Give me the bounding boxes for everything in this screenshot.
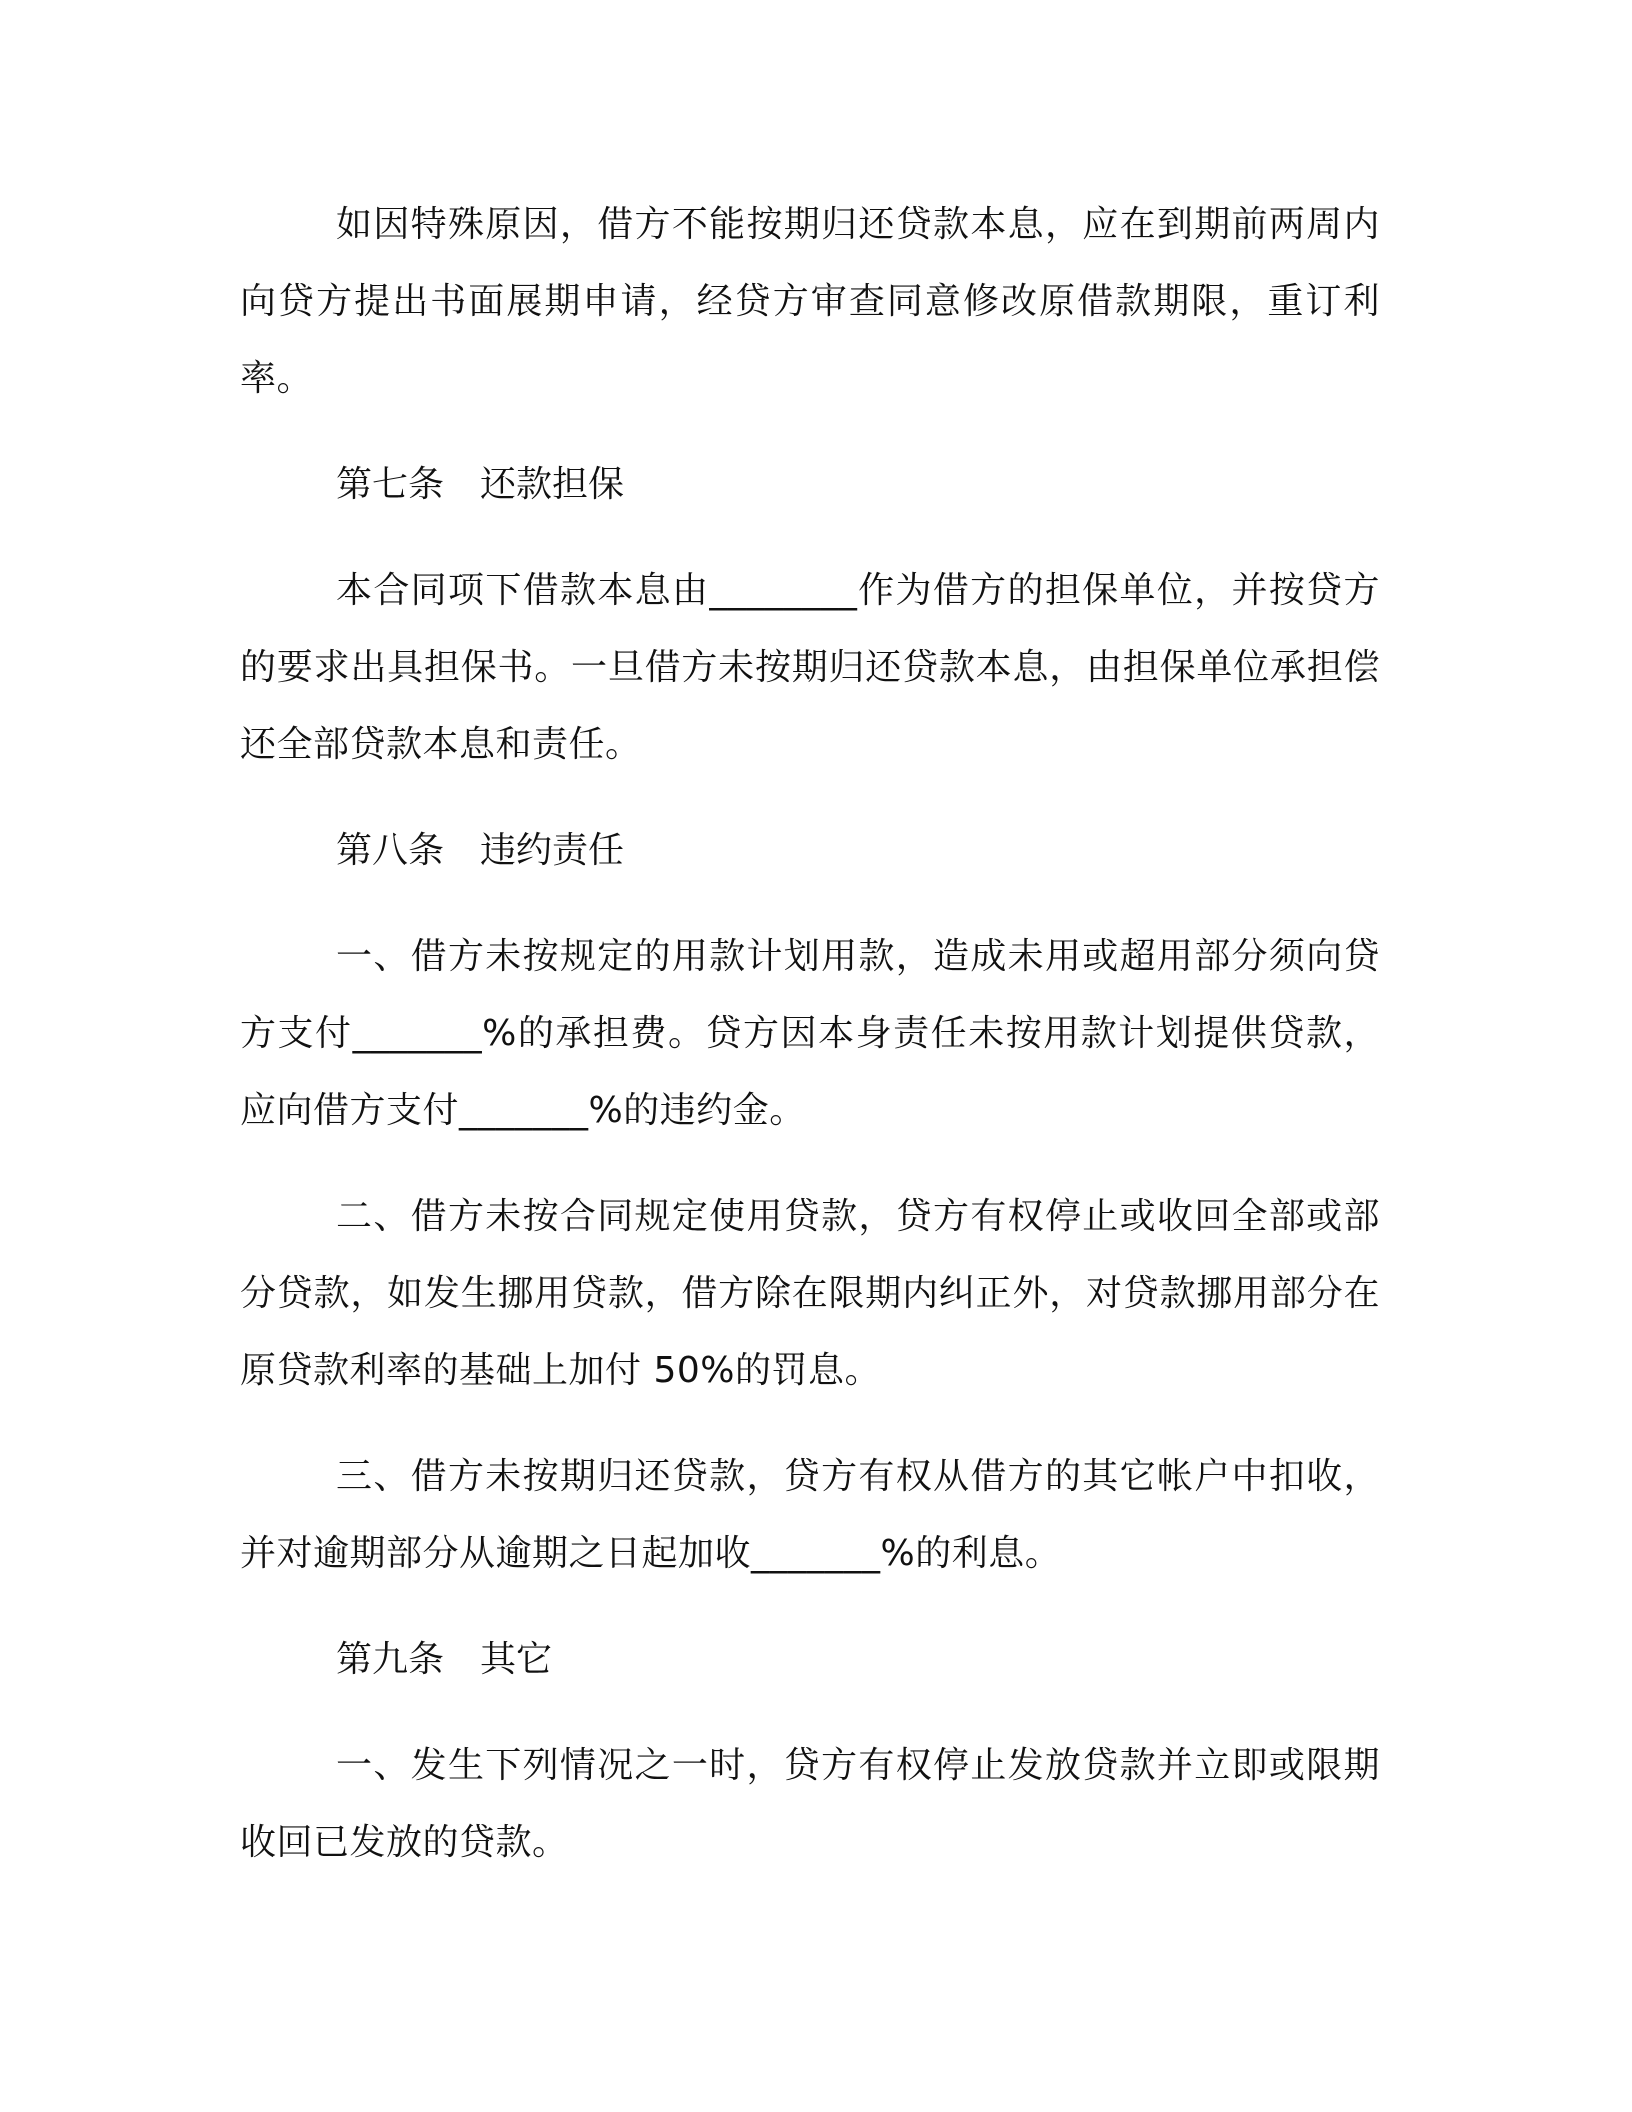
heading-article-9: 第九条 其它 bbox=[336, 1639, 553, 1680]
paragraph-breach-3: 三、借方未按期归还贷款，贷方有权从借方的其它帐户中扣收，并对逾期部分从逾期之日起加收_______%的利息。 bbox=[240, 1456, 1380, 1574]
heading-article-7: 第七条 还款担保 bbox=[336, 464, 625, 505]
heading-article-8: 第八条 违约责任 bbox=[336, 830, 625, 871]
paragraph-guarantee: 本合同项下借款本息由________作为借方的担保单位，并按贷方的要求出具担保书。一旦借方未按期归还贷款本息，由担保单位承担偿还全部贷款本息和责任。 bbox=[240, 570, 1380, 765]
paragraph-other-1: 一、发生下列情况之一时，贷方有权停止发放贷款并立即或限期收回已发放的贷款。 bbox=[240, 1745, 1380, 1863]
paragraph-extension-request: 如因特殊原因，借方不能按期归还贷款本息，应在到期前两周内向贷方提出书面展期申请，经贷方审查同意修改原借款期限，重订利率。 bbox=[240, 204, 1380, 399]
paragraph-breach-2: 二、借方未按合同规定使用贷款，贷方有权停止或收回全部或部分贷款，如发生挪用贷款，借方除在限期内纠正外，对贷款挪用部分在原贷款利率的基础上加付 50%的罚息。 bbox=[240, 1196, 1380, 1391]
document-body bbox=[240, 186, 1380, 1910]
paragraph-breach-1: 一、借方未按规定的用款计划用款，造成未用或超用部分须向贷方支付_______%的承担费。贷方因本身责任未按用款计划提供贷款，应向借方支付_______%的违约金。 bbox=[240, 936, 1380, 1131]
